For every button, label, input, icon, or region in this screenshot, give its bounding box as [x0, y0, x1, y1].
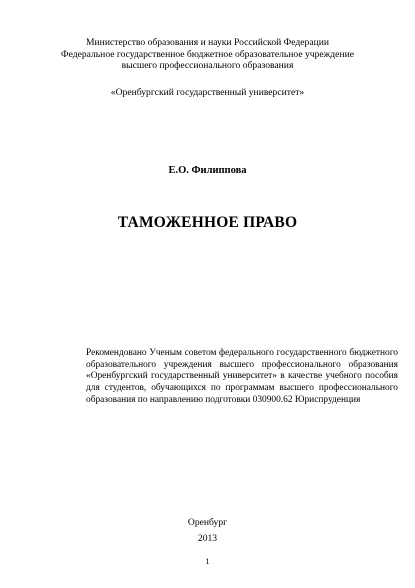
header-line-education-level: высшего профессионального образования [121, 60, 294, 71]
page-number: 1 [205, 556, 210, 566]
publication-year: 2013 [197, 533, 218, 544]
document-title: ТАМОЖЕННОЕ ПРАВО [117, 214, 298, 231]
header-line-ministry: Министерство образования и науки Российской Федерации [86, 37, 329, 48]
header-line-institution-type: Федеральное государственное бюджетное образовательное учреждение [61, 48, 354, 60]
university-name: «Оренбургский государственный университет» [110, 87, 305, 98]
publication-city: Оренбург [187, 517, 228, 528]
author-name: Е.О. Филиппова [168, 165, 247, 176]
ministry-header [0, 37, 415, 72]
recommendation-text: Рекомендовано Ученым советом федерального государственного бюджетного образовательного учреждения высшего профессионального образования «Оренбургский государственный университет» в качестве учебного пособия для студентов, обучающихся по программам высшего профессионального образования по направлению подготовки 030900.62 Юриспруденция [86, 348, 398, 405]
